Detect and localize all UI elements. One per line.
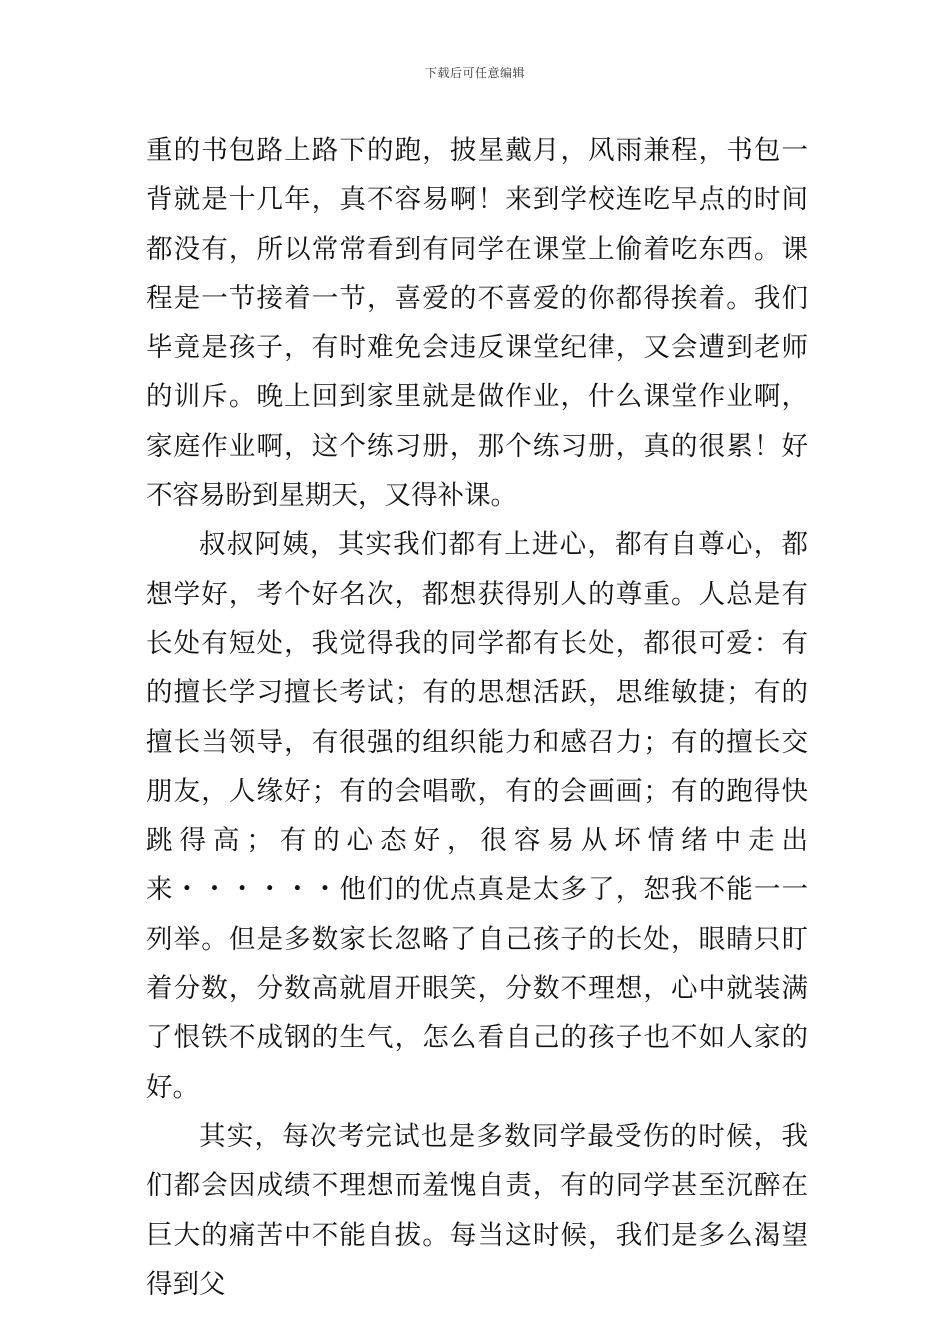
paragraph-2: 叔叔阿姨，其实我们都有上进心，都有自尊心，都想学好，考个好名次，都想获得别人的尊重。人总是有长处有短处，我觉得我的同学都有长处，都很可爱：有的擅长学习擅长考试；有的思想活跃，思维敏捷；有的擅长当领导，有很强的组织能力和感召力；有的擅长交朋友，人缘好；有的会唱歌，有的会画画；有的跑得快跳得高；有的心态好，很容易从坏情绪中走出来・・・・・・他们的优点真是太多了，恕我不能一一列举。但是多数家长忽略了自己孩子的长处，眼睛只盯着分数，分数高就眉开眼笑，分数不理想，心中就装满了恨铁不成钢的生气，怎么看自己的孩子也不如人家的好。 (146, 529, 808, 1103)
paragraph-1: 重的书包路上路下的跑，披星戴月，风雨兼程，书包一背就是十几年，真不容易啊！来到学校连吃早点的时间都没有，所以常常看到有同学在课堂上偷着吃东西。课程是一节接着一节，喜爱的不喜爱的你都得挨着。我们毕竟是孩子，有时难免会违反课堂纪律，又会遭到老师的训斥。晚上回到家里就是做作业，什么课堂作业啊，家庭作业啊，这个练习册，那个练习册，真的很累！好不容易盼到星期天，又得补课。 (146, 135, 808, 512)
document-body (146, 126, 808, 1309)
header-note: 下载后可任意编辑 (424, 66, 525, 80)
paragraph-3: 其实，每次考完试也是多数同学最受伤的时候，我们都会因成绩不理想而羞愧自责，有的同学甚至沉醉在巨大的痛苦中不能自拔。每当这时候，我们是多么渴望得到父 (146, 1120, 808, 1300)
